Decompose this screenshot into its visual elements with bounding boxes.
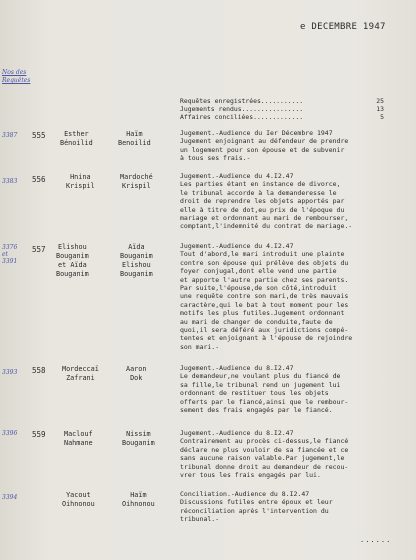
case-description: Conciliation.-Audience du 8.I2.47 Discussions futiles entre époux et leur réconciliation après l'intervention du tribunal.-	[180, 490, 333, 524]
margin-heading: Nos des Requêtes	[2, 69, 31, 84]
party-plaintiff: Hnina Krispil	[66, 173, 95, 190]
document-date: e DECEMBRE 1947	[300, 22, 386, 32]
stats-row	[180, 113, 384, 121]
margin-reference: 3376 et 3391	[2, 244, 18, 265]
party-plaintiff: Mordeccaï Zafrani	[62, 365, 99, 382]
case-number: 556	[32, 175, 46, 184]
party-defendant: Haïm Oihnonou	[122, 491, 155, 508]
party-plaintiff: Elishou Bouganim et Aïda Bouganim	[56, 243, 89, 278]
statistics-block	[180, 97, 384, 121]
case-number: 555	[32, 131, 46, 140]
party-plaintiff: Esther Bénoilid	[60, 130, 93, 147]
closing-dots: ......	[360, 536, 392, 544]
party-plaintiff: Yacout Oihnonou	[62, 491, 95, 508]
case-description: Jugement.-Audience du 8.I2.47 Contrairement au procès ci-dessus,le fiancé déclare ne plus vouloir de sa fiancée et ce sans aucune raison valable.Par jugement,le tribunal donne droit au demandeur de recou- vrer tous les frais engagés par lui.	[180, 429, 349, 480]
party-defendant: Aaron Dok	[126, 365, 147, 382]
party-defendant: Haïm Benoilid	[118, 130, 151, 147]
margin-reference: 3393	[2, 369, 18, 376]
stats-value: 13	[376, 105, 384, 113]
case-number: 559	[32, 430, 46, 439]
party-defendant: Aïda Bouganim Elishou Bouganim	[120, 243, 153, 278]
case-description: Jugement.-Audience du 8.I2.47 Le demandeur,ne voulant plus du fiancé de sa fille,le tribunal rend un jugement lui ordonnant de restituer tous les objets offerts par le fiancé,ainsi que le rembour- sement des frais engagés par le fiancé.	[180, 364, 349, 415]
case-number: 557	[32, 245, 46, 254]
margin-reference: 3387	[2, 132, 18, 139]
stats-row	[180, 105, 384, 113]
margin-reference: 3396	[2, 430, 18, 437]
case-number: 558	[32, 366, 46, 375]
margin-reference: 3394	[2, 494, 18, 501]
party-defendant: Nissim Bouganim	[122, 430, 155, 447]
margin-reference: 3383	[2, 178, 18, 185]
case-description: Jugement.-Audience du 4.I2.47 Tout d'abord,le mari introduit une plainte contre son épouse qui prélève des objets du foyer conjugal,dont elle vend une partie et apporte l'autre partie chez ses parents. Par suite,l'épouse,de son côté,introduit une requête contre son mari,de très mauvais caractère,qui le bat à tout moment pour les motifs les plus futiles.Jugement ordonnant au mari de changer de conduite,faute de quoi,il sera déféré aux juridictions compé- tentes et enjoignant à l'épouse de rejoindre son mari.-	[180, 242, 353, 351]
stats-row	[180, 97, 384, 105]
stats-label: Affaires conciliées.............	[180, 113, 304, 121]
case-description: Jugement.-Audience du Ier Décembre 1947 Jugement enjoignant au défendeur de prendre un logement pour son épouse et de subvenir à tous ses frais.-	[180, 129, 349, 163]
stats-value: 25	[376, 97, 384, 105]
stats-value: 5	[380, 113, 384, 121]
stats-label: Requêtes enregistrées...........	[180, 97, 304, 105]
case-description: Jugement.-Audience du 4.I2.47 Les parties étant en instance de divorce, le tribunal accorde à la demanderesse le droit de reprendre les objets apportés par elle à titre de dot,eu prix de l'époque du mariage et ordonnant au mari de rembourser, comptant,l'indemnité du contrat de mariage.-	[180, 172, 353, 231]
stats-label: Jugements rendus................	[180, 105, 304, 113]
party-plaintiff: Maclouf Nahmane	[64, 430, 93, 447]
party-defendant: Mardoché Krispil	[120, 173, 153, 190]
